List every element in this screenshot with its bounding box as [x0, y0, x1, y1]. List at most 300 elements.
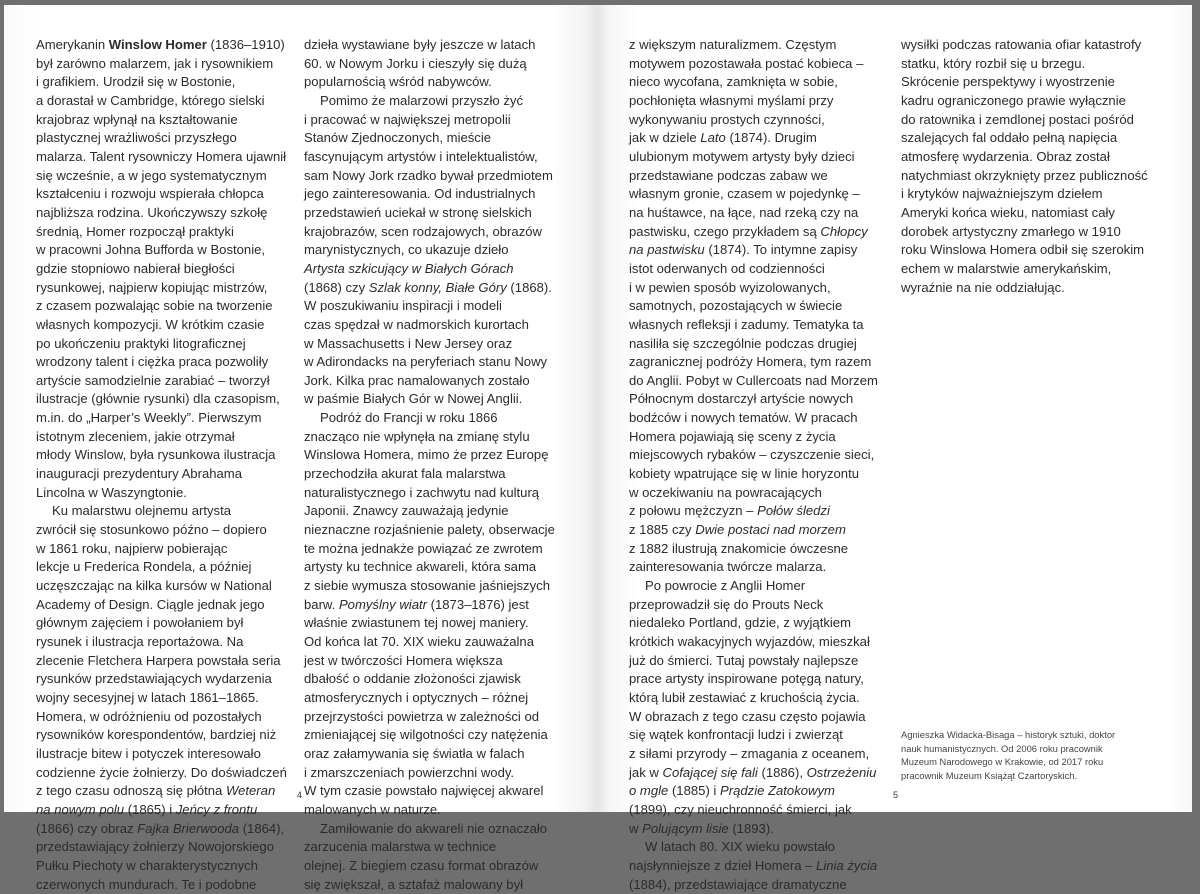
- artwork-title: Szlak konny, Białe Góry: [368, 279, 507, 295]
- left-page-column-2: [304, 36, 576, 894]
- text-segment: najsłynniejsze z dzieł Homera –: [629, 857, 817, 873]
- text-segment: jego zainteresowania. Od industrialnych: [304, 186, 536, 202]
- text-segment: (1866) czy obraz: [36, 820, 138, 836]
- text-segment: przedstawiający żołnierzy Nowojorskiego: [36, 839, 274, 855]
- text-segment: krajobrazów, scen rodzajowych, obrazów: [304, 223, 542, 239]
- text-segment: (1885) i: [668, 783, 720, 799]
- artwork-title: Prądzie Zatokowym: [719, 783, 835, 799]
- text-segment: Północnym dostarczył artyście nowych: [629, 391, 854, 407]
- text-line: [36, 689, 298, 708]
- text-segment: zarzucenia malarstwa w technice: [304, 839, 497, 855]
- text-line: [36, 876, 298, 894]
- left-page: [4, 5, 598, 892]
- text-line: [629, 148, 895, 167]
- text-segment: własnych kompozycji. W krótkim czasie: [36, 316, 265, 332]
- text-segment: po ukończeniu praktyki litograficznej: [36, 335, 246, 351]
- text-segment: inauguracji prezydentury Abrahama: [36, 466, 242, 482]
- text-segment: w paśmie Białych Gór w Nowej Anglii.: [304, 391, 523, 407]
- text-line: [304, 260, 576, 279]
- text-line: [304, 279, 576, 298]
- text-segment: głównym zajęciem i powołaniem był: [36, 615, 244, 631]
- text-segment: Jork. Kilka prac namalowanych zostało: [304, 372, 530, 388]
- text-segment: przejrzystości powietrza w zależności od: [304, 708, 540, 724]
- text-segment: z czasem pozwalając sobie na tworzenie: [36, 298, 273, 314]
- text-segment: Skrócenie perspektywy i wyostrzenie: [901, 74, 1115, 90]
- right-page-column-1: [629, 36, 895, 894]
- text-line: [36, 185, 298, 204]
- text-segment: roku Winslowa Homera odbił się szerokim: [901, 242, 1145, 258]
- text-segment: Ku malarstwu olejnemu artysta: [52, 503, 232, 519]
- text-segment: (1836–1910): [206, 37, 285, 52]
- text-segment: Amerykanin: [36, 37, 109, 52]
- text-line: [36, 577, 298, 596]
- text-line: [629, 689, 895, 708]
- text-line: [36, 148, 298, 167]
- text-line: [304, 353, 576, 372]
- text-line: [629, 670, 895, 689]
- text-segment: rysunkowej, najpierw kopiując mistrzów,: [36, 279, 268, 295]
- text-segment: zmieniającej się wilgotności czy natężenia: [304, 727, 548, 743]
- text-segment: przedstawiane podczas zabaw we: [629, 167, 828, 183]
- text-line: [36, 279, 298, 298]
- text-line: [901, 36, 1177, 55]
- text-line: [304, 876, 576, 894]
- text-line: [629, 73, 895, 92]
- text-line: [36, 670, 298, 689]
- text-line: [36, 465, 298, 484]
- text-line: [36, 838, 298, 857]
- text-segment: rysunek i ilustracja reportażowa. Na: [36, 634, 244, 649]
- text-line: [304, 465, 576, 484]
- artwork-title: Cofającej się fali: [662, 764, 758, 780]
- text-line: [304, 148, 576, 167]
- text-line: [36, 223, 298, 242]
- text-segment: Pomimo że malarzowi przyszło żyć: [320, 92, 523, 108]
- text-segment: przeprowadził się do Prouts Neck: [629, 596, 824, 612]
- text-line: [36, 167, 298, 186]
- text-segment: miejscowych rybaków – czyszczenie sieci,: [629, 447, 875, 463]
- text-line: [901, 241, 1177, 260]
- text-segment: Stanów Zjednoczonych, mieście: [304, 130, 492, 146]
- text-segment: i grafikiem. Urodził się w Bostonie,: [36, 74, 236, 90]
- text-segment: niedaleko Portland, gdzie, z wyjątkiem: [629, 615, 851, 631]
- artwork-title: Polującym lisie: [642, 820, 729, 836]
- text-segment: wrodzony talent i ciężka praca pozwoliły: [36, 354, 269, 370]
- text-segment: znacząco nie wpłynęła na zmianę stylu: [304, 428, 530, 444]
- text-line: [36, 335, 298, 354]
- left-page-column-1: [36, 36, 298, 894]
- text-line: [36, 353, 298, 372]
- text-line: [629, 129, 895, 148]
- text-segment: z 1885 czy: [629, 522, 696, 538]
- text-segment: właśnie zwiastunem tej nowej maniery.: [304, 615, 529, 631]
- text-line: [629, 167, 895, 186]
- text-line: [36, 614, 298, 633]
- artwork-title: Jeńcy z frontu: [175, 801, 258, 817]
- text-segment: (1865) i: [124, 801, 176, 817]
- text-segment: popularnością wśród nabywców.: [304, 74, 492, 90]
- text-line: [629, 521, 895, 540]
- text-segment: się zwiększał, a sztafaż malowany był: [304, 876, 524, 892]
- text-line: [304, 316, 576, 335]
- text-line: [629, 502, 895, 521]
- text-line: [304, 801, 576, 820]
- text-line: [629, 484, 895, 503]
- text-segment: zlecenie Fletchera Harpera powstała seria: [36, 652, 281, 668]
- text-segment: kadru ograniczonego prawie wyłącznie: [901, 92, 1126, 108]
- text-line: [629, 857, 895, 876]
- page-number-left: 4: [297, 790, 303, 800]
- text-line: [36, 36, 298, 55]
- text-line: [304, 726, 576, 745]
- text-line: [304, 782, 576, 801]
- text-segment: z tego czasu odnoszą się płótna: [36, 783, 226, 799]
- text-segment: malarza. Talent rysowniczy Homera ujawnił: [36, 148, 287, 164]
- text-segment: w oczekiwaniu na powracających: [629, 484, 822, 500]
- text-line: [36, 540, 298, 559]
- text-line: [36, 92, 298, 111]
- text-segment: kształceniu i rozwoju wspierała chłopca: [36, 186, 264, 202]
- artwork-title: Lato: [700, 130, 726, 146]
- text-line: [36, 111, 298, 130]
- text-line: [901, 279, 1177, 298]
- author-note-line: nauk humanistycznych. Od 2006 roku pracownik: [901, 742, 1103, 754]
- text-line: [304, 241, 576, 260]
- text-segment: lekcje u Frederica Rondela, a później: [36, 559, 252, 575]
- text-line: [629, 708, 895, 727]
- text-line: [304, 596, 576, 615]
- text-segment: rysowników korespondentów, bardziej niż: [36, 727, 277, 743]
- artwork-title: Połów śledzi: [757, 503, 830, 519]
- text-line: [901, 223, 1177, 242]
- text-line: [36, 521, 298, 540]
- text-segment: czas spędzał w nadmorskich kurortach: [304, 316, 529, 332]
- text-segment: którą lubił zestawiać z kruchością życia.: [629, 689, 860, 705]
- text-line: [629, 260, 895, 279]
- text-segment: echem w malarstwie amerykańskim,: [901, 260, 1112, 276]
- text-segment: czerwonych mundurach. Te i podobne: [36, 876, 257, 892]
- text-line: [629, 241, 895, 260]
- author-note-line: Muzeum Narodowego w Krakowie, od 2017 roku: [901, 756, 1104, 768]
- text-segment: już do śmierci. Tutaj powstały najlepsze: [629, 652, 859, 668]
- text-segment: atmosferycznych i optycznych – różnej: [304, 689, 529, 705]
- paragraph-start-line: [629, 838, 895, 857]
- text-line: [36, 801, 298, 820]
- text-segment: przedstawień uciekał w stronę sielskich: [304, 204, 532, 220]
- text-line: [629, 465, 895, 484]
- text-segment: te można jednakże powiązać ze zwrotem: [304, 540, 543, 556]
- text-line: [901, 55, 1177, 74]
- text-line: [629, 36, 895, 55]
- text-segment: nieco wycofana, zamknięta w sobie,: [629, 74, 838, 90]
- text-segment: z większym naturalizmem. Częstym: [629, 37, 837, 52]
- text-segment: (1864),: [239, 820, 285, 836]
- paragraph-start-line: [36, 502, 298, 521]
- text-segment: własnych refleksji i zadumy. Tematyka ta: [629, 316, 864, 332]
- text-segment: plastycznej wrażliwości przyszłego: [36, 130, 237, 146]
- text-segment: na huśtawce, na łące, nad rzeką czy na: [629, 204, 859, 220]
- text-segment: bodźców i nowych tematów. W pracach: [629, 410, 858, 426]
- author-note: [901, 728, 1181, 782]
- text-line: [304, 689, 576, 708]
- text-line: [36, 782, 298, 801]
- text-segment: w Massachusetts i New Jersey oraz: [304, 335, 513, 351]
- text-line: [629, 297, 895, 316]
- text-segment: w: [629, 820, 643, 836]
- text-line: [304, 428, 576, 447]
- text-line: [629, 316, 895, 335]
- text-line: [36, 390, 298, 409]
- text-segment: z siłami przyrody – zmagania z oceanem,: [629, 745, 870, 761]
- text-line: [36, 428, 298, 447]
- text-line: [629, 204, 895, 223]
- text-line: [36, 764, 298, 783]
- artwork-title: Fajka Brierwooda: [137, 820, 240, 836]
- text-segment: sam Nowy Jork rzadko bywał przedmiotem: [304, 167, 553, 183]
- text-segment: dbałość o oddanie złożoności zjawisk: [304, 671, 521, 687]
- text-segment: zainteresowania twórcze malarza.: [629, 559, 827, 575]
- text-segment: krajobraz wpłynął na kształtowanie: [36, 111, 238, 127]
- text-line: [36, 372, 298, 391]
- text-segment: ilustracje bitew i potyczek interesowało: [36, 745, 261, 761]
- text-line: [629, 279, 895, 298]
- text-segment: i zmarszczeniach powierzchni wody.: [304, 764, 515, 780]
- text-segment: barw.: [304, 596, 339, 612]
- artwork-title: na pastwisku: [629, 242, 705, 258]
- text-line: [901, 73, 1177, 92]
- artwork-title: na nowym polu: [36, 801, 125, 817]
- text-segment: był zarówno malarzem, jak i rysownikiem: [36, 55, 274, 71]
- text-line: [629, 726, 895, 745]
- text-segment: W obrazach z tego czasu często pojawia: [629, 708, 866, 724]
- paragraph-start-line: [304, 820, 576, 839]
- text-line: [36, 745, 298, 764]
- text-segment: (1874). Drugim: [725, 130, 817, 146]
- text-line: [629, 764, 895, 783]
- text-segment: (1893).: [728, 820, 774, 836]
- text-line: [629, 596, 895, 615]
- text-segment: wysiłki podczas ratowania ofiar katastrofy: [901, 37, 1142, 52]
- text-line: [629, 540, 895, 559]
- text-segment: dorobek artystyczny zmarłego w 1910: [901, 223, 1121, 239]
- text-line: [36, 596, 298, 615]
- text-segment: Lincolna w Waszyngtonie.: [36, 484, 187, 500]
- text-segment: Podróż do Francji w roku 1866: [320, 410, 498, 426]
- author-note-line: pracownik Muzeum Książąt Czartoryskich.: [901, 769, 1078, 781]
- text-segment: (1874). To intymne zapisy: [704, 242, 858, 258]
- text-line: [304, 223, 576, 242]
- text-line: [304, 297, 576, 316]
- text-line: [304, 55, 576, 74]
- text-segment: (1868) czy: [304, 279, 369, 295]
- text-line: [629, 185, 895, 204]
- text-line: [36, 726, 298, 745]
- text-segment: pastwisku, czego przykładem są: [629, 223, 821, 239]
- text-line: [304, 73, 576, 92]
- text-segment: ulubionym motywem artysty były dzieci: [629, 148, 855, 164]
- text-segment: (1884), przedstawiające dramatyczne: [629, 876, 847, 892]
- text-segment: artyście samodzielnie zarabiać – tworzył: [36, 372, 270, 388]
- text-line: [36, 316, 298, 335]
- text-segment: najbliższa rodzina. Ukończywszy szkołę: [36, 204, 268, 220]
- artwork-title: o mgle: [629, 783, 669, 799]
- text-line: [629, 55, 895, 74]
- text-segment: naturalistycznego i zachwytu nad kulturą: [304, 484, 540, 500]
- text-line: [304, 764, 576, 783]
- text-line: [36, 558, 298, 577]
- text-line: [36, 409, 298, 428]
- text-segment: zwrócił się stosunkowo późno – dopiero: [36, 522, 267, 538]
- right-page: [598, 5, 1192, 892]
- text-line: [36, 652, 298, 671]
- artwork-title: Linia życia: [816, 857, 878, 873]
- text-line: [304, 335, 576, 354]
- text-line: [36, 73, 298, 92]
- text-segment: malowanych w naturze.: [304, 801, 441, 817]
- text-line: [36, 204, 298, 223]
- text-segment: i w pewien sposób wyizolowanych,: [629, 279, 831, 295]
- text-line: [304, 129, 576, 148]
- text-line: [629, 428, 895, 447]
- text-segment: i krytyków najważniejszym dziełem: [901, 186, 1103, 202]
- artwork-title: Dwie postaci nad morzem: [695, 522, 846, 538]
- text-line: [629, 745, 895, 764]
- paragraph-start-line: [629, 577, 895, 596]
- text-segment: ilustracje (głównie rysunki) dla czasopism,: [36, 391, 280, 407]
- text-line: [629, 558, 895, 577]
- text-segment: olejnej. Z biegiem czasu format obrazów: [304, 857, 539, 873]
- text-line: [304, 745, 576, 764]
- text-segment: a dorastał w Cambridge, którego sielski: [36, 92, 265, 108]
- text-line: [36, 484, 298, 503]
- text-line: [304, 484, 576, 503]
- text-segment: wykonywaniu prostych czynności,: [629, 111, 825, 127]
- text-segment: (1886),: [757, 764, 807, 780]
- text-segment: atmosferę wydarzenia. Obraz został: [901, 148, 1110, 164]
- text-segment: Homera, w odróżnieniu od pozostałych: [36, 708, 262, 724]
- text-line: [304, 670, 576, 689]
- paragraph-start-line: [304, 92, 576, 111]
- text-line: [629, 372, 895, 391]
- text-segment: do Anglii. Pobyt w Cullercoats nad Morzem: [629, 372, 878, 388]
- text-segment: w pracowni Johna Bufforda w Bostonie,: [36, 242, 266, 258]
- text-segment: natychmiast okrzyknięty przez publiczność: [901, 167, 1148, 183]
- text-segment: szalejących fal oddało pełną napięcia: [901, 130, 1118, 146]
- bold-name: Winslow Homer: [108, 37, 207, 52]
- text-segment: jest w twórczości Homera większa: [304, 652, 503, 668]
- text-line: [36, 297, 298, 316]
- text-segment: motywem pozostawała postać kobieca –: [629, 55, 864, 71]
- text-line: [629, 876, 895, 894]
- text-segment: Zamiłowanie do akwareli nie oznaczało: [320, 820, 548, 836]
- text-line: [304, 167, 576, 186]
- text-segment: W latach 80. XIX wieku powstało: [645, 839, 835, 855]
- text-segment: Academy of Design. Ciągle jednak jego: [36, 596, 265, 612]
- text-line: [36, 857, 298, 876]
- artwork-title: Pomyślny wiatr: [338, 596, 427, 612]
- text-segment: się wcześnie, a w jego systematycznym: [36, 167, 267, 183]
- text-segment: z siebie wymusza stosowanie jaśniejszych: [304, 578, 550, 594]
- text-segment: codzienne życie żołnierzy. Do doświadczeń: [36, 764, 287, 780]
- text-segment: oraz załamywania się światła w falach: [304, 745, 525, 761]
- text-segment: z 1882 ilustrują znakomicie ówczesne: [629, 540, 849, 556]
- text-segment: wyraźnie na nie oddziałując.: [901, 279, 1065, 295]
- text-line: [304, 540, 576, 559]
- text-segment: fascynującym artystów i intelektualistów,: [304, 148, 538, 164]
- text-line: [36, 446, 298, 465]
- text-segment: młody Winslow, była rysunkowa ilustracja: [36, 447, 276, 463]
- text-segment: uczęszczając na kilka kursów w National: [36, 578, 272, 594]
- text-line: [629, 782, 895, 801]
- text-line: [304, 372, 576, 391]
- text-segment: do ratownika i zemdlonej postaci pośród: [901, 111, 1134, 127]
- text-line: [629, 409, 895, 428]
- text-segment: Winslowa Homera, mimo że przez Europę: [304, 447, 549, 463]
- text-segment: W tym czasie powstało najwięcej akwarel: [304, 783, 544, 799]
- text-line: [901, 260, 1177, 279]
- text-line: [629, 614, 895, 633]
- text-segment: 60. w Nowym Jorku i cieszyły się dużą: [304, 55, 527, 71]
- text-line: [629, 633, 895, 652]
- author-note-line: Agnieszka Widacka-Bisaga – historyk sztuki, doktor: [901, 729, 1116, 740]
- text-segment: samotnych, pozostających w świecie: [629, 298, 843, 314]
- text-segment: się wątek konfrontacji ludzi i zwierząt: [629, 727, 843, 743]
- text-line: [629, 652, 895, 671]
- text-line: [901, 111, 1177, 130]
- text-line: [304, 558, 576, 577]
- text-line: [304, 838, 576, 857]
- text-line: [629, 92, 895, 111]
- text-line: [36, 820, 298, 839]
- text-line: [304, 502, 576, 521]
- text-segment: Pułku Piechoty w charakterystycznych: [36, 857, 258, 873]
- text-line: [901, 129, 1177, 148]
- text-segment: Od końca lat 70. XIX wieku zauważalna: [304, 634, 534, 649]
- text-line: [629, 390, 895, 409]
- text-line: [304, 614, 576, 633]
- text-segment: prace artysty inspirowane potęgą natury,: [629, 671, 864, 687]
- text-line: [629, 353, 895, 372]
- text-segment: krótkich wakacyjnych wyjazdów, mieszkał: [629, 634, 870, 649]
- text-segment: statku, który rozbił się u brzegu.: [901, 55, 1086, 71]
- paragraph-start-line: [304, 409, 576, 428]
- text-line: [36, 241, 298, 260]
- text-segment: wojny secesyjnej w latach 1861–1865.: [36, 689, 259, 705]
- text-segment: Homera pojawiają się sceny z życia: [629, 428, 836, 444]
- text-line: [629, 335, 895, 354]
- text-line: [901, 167, 1177, 186]
- text-segment: gdzie stopniowo nabierał biegłości: [36, 260, 235, 276]
- text-segment: Japonii. Znawcy zauważają jedynie: [304, 503, 509, 519]
- text-line: [304, 857, 576, 876]
- text-segment: średnią, Homer rozpoczął praktyki: [36, 223, 234, 239]
- text-line: [629, 801, 895, 820]
- text-line: [901, 204, 1177, 223]
- text-segment: zagranicznej podróży Homera, tym razem: [629, 354, 872, 370]
- text-segment: pochłonięta własnymi myślami przy: [629, 92, 834, 108]
- text-line: [304, 204, 576, 223]
- text-line: [629, 111, 895, 130]
- artwork-title: Weteran: [225, 783, 276, 799]
- text-segment: (1873–1876) jest: [426, 596, 529, 612]
- text-segment: nasiliła się szczególnie podczas drugiej: [629, 335, 857, 351]
- text-line: [304, 577, 576, 596]
- text-segment: jak w: [629, 764, 663, 780]
- text-segment: Po powrocie z Anglii Homer: [645, 578, 806, 594]
- text-line: [36, 55, 298, 74]
- text-line: [901, 148, 1177, 167]
- text-line: [901, 185, 1177, 204]
